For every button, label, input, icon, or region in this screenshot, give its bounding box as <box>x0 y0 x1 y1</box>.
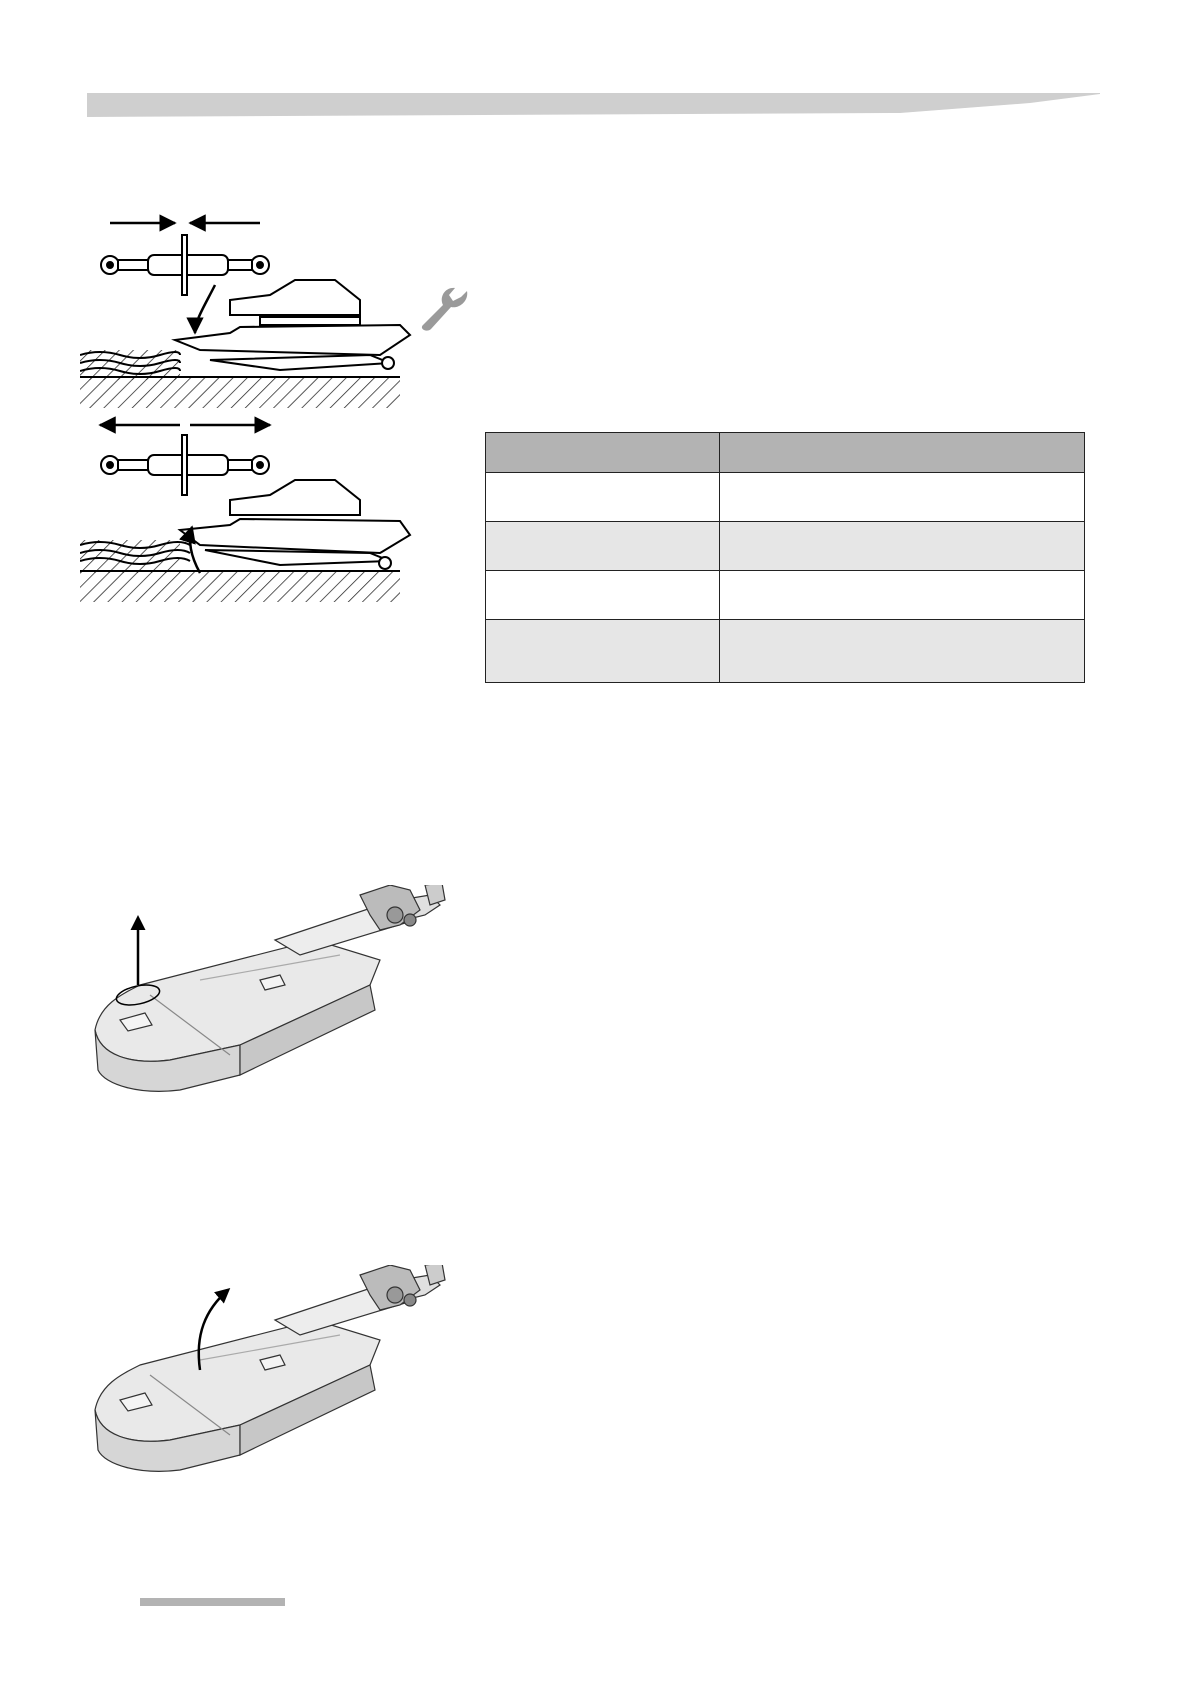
mower-lift-point-figure <box>80 885 480 1155</box>
table-cell <box>486 522 720 571</box>
footer-bar <box>140 1598 285 1606</box>
wrench-icon <box>415 283 475 333</box>
table-row <box>486 522 1085 571</box>
table-cell <box>720 620 1085 683</box>
spec-table <box>485 432 1085 683</box>
table-cell <box>486 571 720 620</box>
table-cell <box>486 620 720 683</box>
table-cell <box>720 473 1085 522</box>
table-row <box>486 473 1085 522</box>
header-band <box>0 0 1190 130</box>
table-header-row <box>486 433 1085 473</box>
table-cell <box>720 571 1085 620</box>
mower-tilt-up-figure <box>80 1265 480 1535</box>
table-cell <box>486 473 720 522</box>
top-link-adjustment-figure <box>80 205 480 655</box>
table-cell <box>720 522 1085 571</box>
column-header <box>720 433 1085 473</box>
table-row <box>486 571 1085 620</box>
table-row <box>486 620 1085 683</box>
column-header <box>486 433 720 473</box>
turnbuckle-icon <box>101 235 269 295</box>
